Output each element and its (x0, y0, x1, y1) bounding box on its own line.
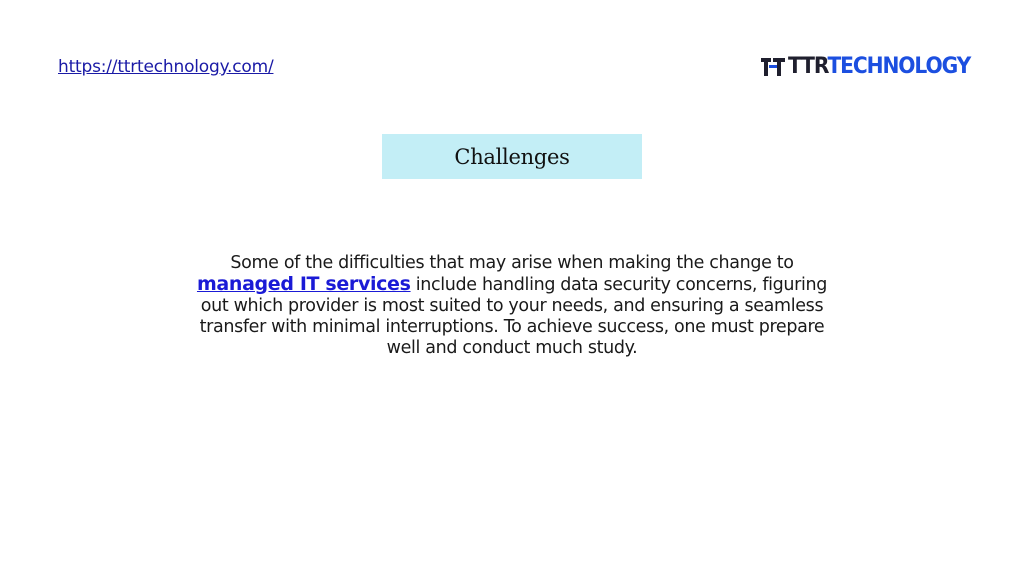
logo-wordmark (788, 54, 970, 80)
slide-title: Challenges (454, 144, 570, 169)
body-text-after: include handling data security concerns, figuring out which provider is most suited to your needs, and ensuring a seamless transfer with minimal interruptions. To achieve success, one must prepare well and conduct much study. (199, 274, 828, 358)
logo-technology-text: TECHNOLOGY (827, 54, 971, 79)
logo-ttr-text: TTR (788, 54, 828, 79)
managed-it-services-link[interactable]: managed IT services (196, 272, 411, 295)
title-banner (382, 134, 642, 179)
body-text-before: Some of the difficulties that may arise when making the change to (230, 252, 794, 273)
site-url-link[interactable]: https://ttrtechnology.com/ (58, 57, 274, 77)
ttr-technology-logo (760, 54, 986, 80)
body-paragraph (190, 253, 834, 359)
ttr-logo-icon (760, 55, 786, 79)
